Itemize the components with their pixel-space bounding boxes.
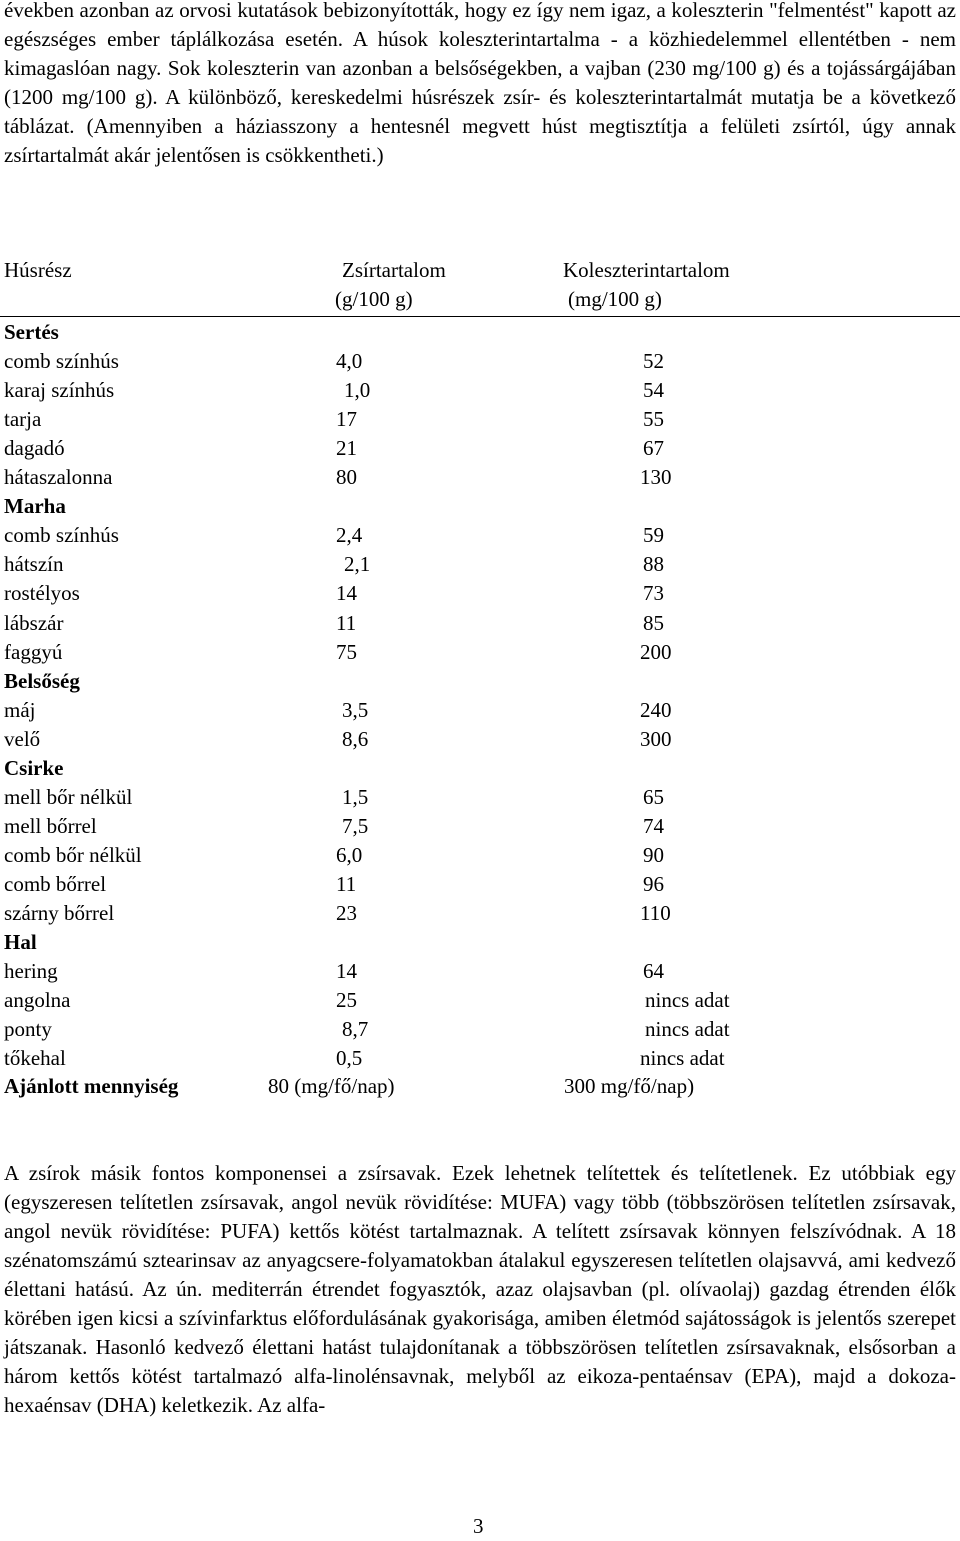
row-fat-value: 0,5 [336,1046,363,1070]
row-name: comb bőr nélkül [4,843,142,867]
row-fat-value: 6,0 [336,843,363,867]
group-label: Csirke [4,756,64,780]
row-fat-value: 25 [336,988,357,1012]
row-name: szárny bőrrel [4,901,115,925]
row-fat-value: 21 [336,436,357,460]
recommended-label: Ajánlott mennyiség [4,1074,179,1098]
group-label: Sertés [4,320,59,344]
row-fat-value: 23 [336,901,357,925]
row-fat-value: 75 [336,640,357,664]
row-cholesterol-value: nincs adat [640,1046,725,1070]
row-name: máj [4,698,36,722]
row-fat-value: 80 [336,465,357,489]
row-cholesterol-value: 65 [643,785,664,809]
header-rule [0,316,960,317]
row-fat-value: 4,0 [336,349,363,373]
row-name: velő [4,727,41,751]
row-name: ponty [4,1017,52,1041]
row-name: faggyú [4,640,63,664]
row-cholesterol-value: nincs adat [645,988,730,1012]
row-name: lábszár [4,611,64,635]
row-fat-value: 3,5 [342,698,369,722]
row-name: karaj színhús [4,378,115,402]
row-name: comb színhús [4,523,119,547]
row-fat-value: 14 [336,959,357,983]
row-cholesterol-value: 110 [640,901,671,925]
row-name: hátszín [4,552,64,576]
row-name: hering [4,959,58,983]
row-name: hátaszalonna [4,465,113,489]
intro-paragraph: években azonban az orvosi kutatások bebizonyították, hogy ez így nem igaz, a koleszterin "felmentést" kapott az egészséges ember táplálkozása esetén. A húsok koleszterintartalma - a közhiedelemmel ellentétben - nem kimagaslóan nagy. Sok koleszterin van azonban a belsőségekben, a vajban (230 mg/100 g) és a tojássárgájában (1200 mg/100 g). A különböző, kereskedelmi húsrészek zsír- és koleszterintartalmát mutatja be a következő táblázat. (Amennyiben a háziasszony a hentesnél megvett húst megtisztítja a felületi zsírtól, úgy annak zsírtartalmát akár jelentősen is csökkentheti.) [4,0,956,167]
row-fat-value: 11 [336,872,357,896]
row-cholesterol-value: nincs adat [645,1017,730,1041]
row-cholesterol-value: 130 [640,465,672,489]
row-cholesterol-value: 90 [643,843,664,867]
row-cholesterol-value: 67 [643,436,664,460]
recommended-fat: 80 (mg/fő/nap) [268,1074,395,1098]
header-cholesterol-unit: (mg/100 g) [568,287,662,311]
row-cholesterol-value: 85 [643,611,664,635]
row-name: mell bőr nélkül [4,785,133,809]
row-cholesterol-value: 59 [643,523,664,547]
header-fat-unit: (g/100 g) [335,287,413,311]
row-cholesterol-value: 200 [640,640,672,664]
row-cholesterol-value: 64 [643,959,664,983]
row-cholesterol-value: 300 [640,727,672,751]
row-name: angolna [4,988,71,1012]
row-fat-value: 1,0 [344,378,371,402]
header-meat-part: Húsrész [4,258,72,282]
page-number: 3 [473,1514,484,1538]
recommended-cholesterol: 300 mg/fő/nap) [564,1074,695,1098]
row-fat-value: 8,7 [342,1017,369,1041]
row-cholesterol-value: 96 [643,872,664,896]
row-name: mell bőrrel [4,814,97,838]
row-fat-value: 1,5 [342,785,369,809]
row-name: comb bőrrel [4,872,107,896]
row-name: tarja [4,407,42,431]
row-cholesterol-value: 55 [643,407,664,431]
row-fat-value: 2,1 [344,552,371,576]
row-cholesterol-value: 88 [643,552,664,576]
row-fat-value: 8,6 [342,727,369,751]
group-label: Marha [4,494,66,518]
header-cholesterol: Koleszterintartalom [563,258,730,282]
row-cholesterol-value: 73 [643,581,664,605]
header-fat: Zsírtartalom [342,258,446,282]
row-name: rostélyos [4,581,80,605]
row-fat-value: 2,4 [336,523,363,547]
row-fat-value: 14 [336,581,357,605]
group-label: Hal [4,930,37,954]
row-name: tőkehal [4,1046,66,1070]
row-fat-value: 11 [336,611,357,635]
row-fat-value: 17 [336,407,357,431]
row-cholesterol-value: 74 [643,814,664,838]
row-name: comb színhús [4,349,119,373]
row-cholesterol-value: 52 [643,349,664,373]
row-name: dagadó [4,436,65,460]
row-cholesterol-value: 240 [640,698,672,722]
row-fat-value: 7,5 [342,814,369,838]
closing-paragraph: A zsírok másik fontos komponensei a zsírsavak. Ezek lehetnek telítettek és telítetlenek. Ez utóbbiak egy (egyszeresen telítetlen zsírsavak, angol nevük rövidítése: MUFA) vagy több (többszörösen telítetlen zsírsavak, angol nevük rövidítése: PUFA) kettős kötést tartalmaznak. A telített zsírsavak könnyen felszívódnak. A 18 szénatomszámú sztearinsav az anyagcsere-folyamatokban átalakul egyszeresen telítetlen olajsavvá, ami kedvező élettani hatású. Az ún. mediterrán étrendet fogyasztók, azaz olajsavban (pl. olívaolaj) gazdag étrenden élők körében igen kicsi a szívinfarktus előfordulásának gyakorisága, amiben életmód sajátosságok is jelentős szerepet játszanak. Hasonló kedvező élettani hatást tulajdonítanak a többszörösen telítetlen zsírsavaknak, elsősorban a három kettős kötést tartalmazó alfa-linolénsavnak, melyből az eikoza-pentaénsav (EPA), majd a dokoza-hexaénsav (DHA) keletkezik. Az alfa- [4,1161,956,1417]
row-cholesterol-value: 54 [643,378,664,402]
group-label: Belsőség [4,669,80,693]
